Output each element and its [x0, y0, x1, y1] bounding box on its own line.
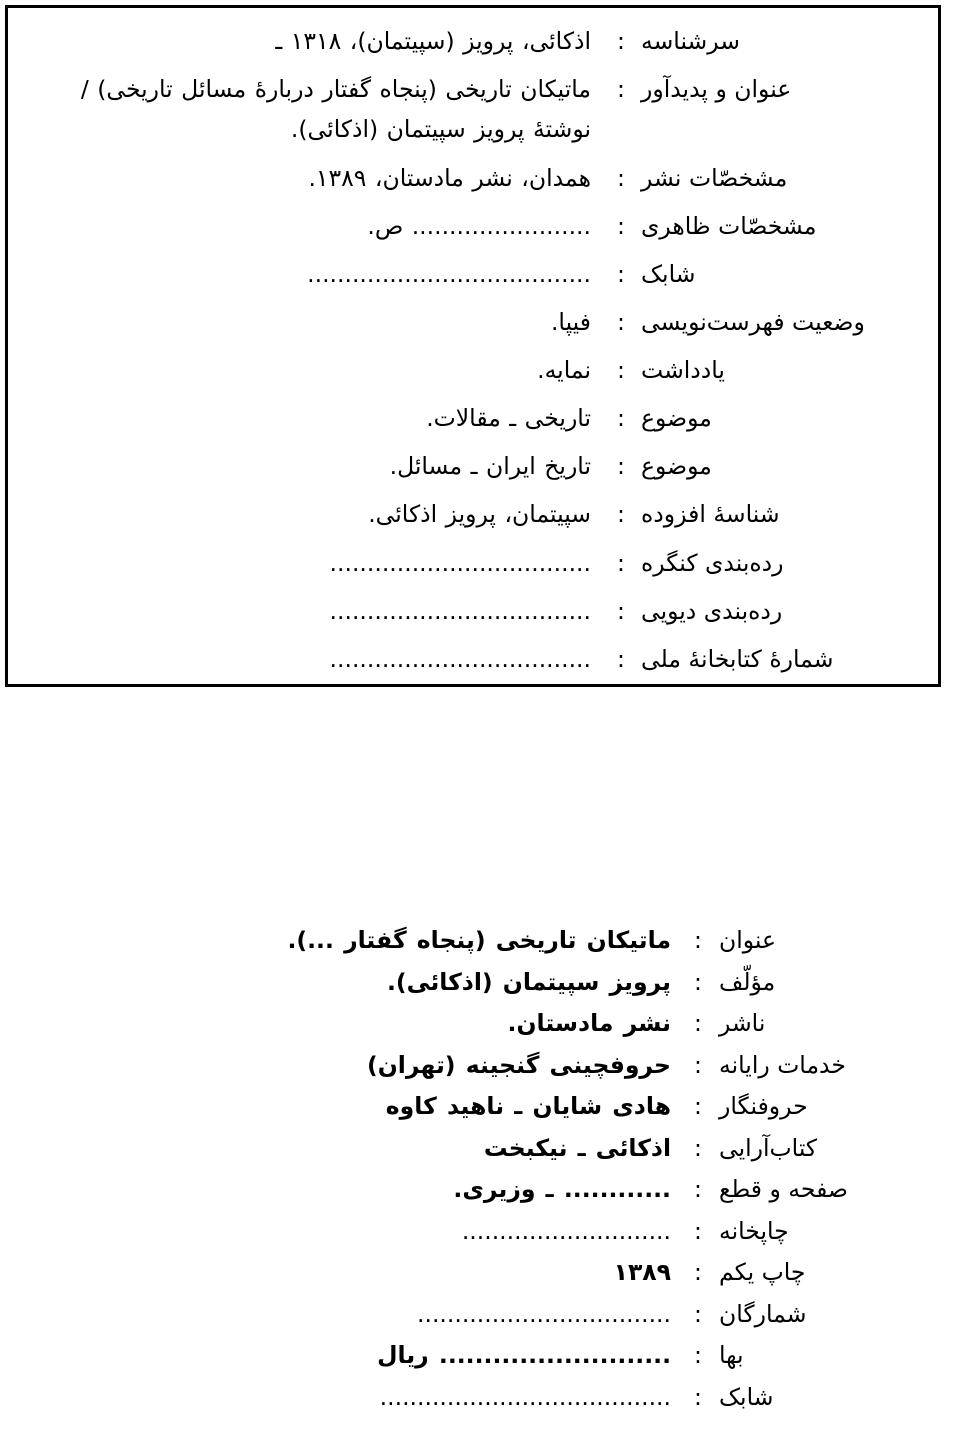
cip-row	[18, 592, 924, 630]
colophon-label: بها	[719, 1341, 744, 1369]
colophon-value: ..................................	[417, 1299, 671, 1328]
cip-separator: :	[617, 500, 625, 529]
colophon-separator: :	[694, 926, 702, 954]
cip-value: ......................................	[307, 260, 591, 289]
colophon-label: حروفنگار	[719, 1092, 808, 1120]
cip-separator: :	[617, 164, 625, 192]
colophon-row	[5, 1217, 941, 1259]
colophon-label: عنوان	[719, 926, 777, 954]
cip-separator: :	[617, 260, 625, 289]
cip-value: ...................................	[329, 548, 591, 577]
colophon-label: شابک	[719, 1382, 774, 1411]
cip-row	[18, 399, 924, 437]
cip-separator: :	[617, 404, 625, 433]
cip-separator: :	[617, 644, 625, 673]
colophon-row	[5, 1341, 941, 1383]
colophon-separator: :	[694, 1175, 702, 1203]
colophon-label: صفحه و قطع	[719, 1175, 848, 1203]
colophon-value: .......................... ریال	[377, 1341, 671, 1369]
colophon-row	[5, 1009, 941, 1051]
cip-separator: :	[617, 356, 625, 385]
cip-value: تاریخ ایران ـ مسائل.	[389, 452, 591, 481]
cip-label: عنوان و پدیدآور	[641, 75, 792, 104]
colophon-label: کتاب‌آرایی	[719, 1133, 818, 1162]
colophon-label: چاپ یکم	[719, 1258, 806, 1286]
cip-separator: :	[617, 27, 625, 55]
cip-row	[18, 447, 924, 485]
cip-record-box	[5, 5, 941, 687]
cip-row	[18, 640, 924, 678]
cip-row	[18, 255, 924, 293]
cip-value: ........................ ص.	[367, 212, 591, 241]
colophon-separator: :	[694, 1258, 702, 1286]
colophon-value: حروفچینی گنجینه (تهران)	[367, 1050, 671, 1079]
colophon-separator: :	[694, 1341, 702, 1369]
cip-value: ...................................	[329, 596, 591, 625]
cip-label: وضعیت فهرست‌نویسی	[641, 308, 865, 337]
colophon-label: خدمات رایانه	[719, 1050, 846, 1079]
cip-label: سرشناسه	[641, 27, 740, 55]
cip-value: ماتیکان تاریخی (پنجاه گفتار دربارۀ مسائل تاریخی) / نوشتۀ پرویز سپیتمان (اذکائی).	[80, 75, 591, 143]
colophon-separator: :	[694, 1092, 702, 1120]
cip-label: شمارۀ کتابخانۀ ملی	[641, 644, 834, 673]
colophon-value: نشر مادستان.	[507, 1009, 671, 1037]
cip-separator: :	[617, 308, 625, 337]
colophon-separator: :	[694, 1382, 702, 1411]
colophon-row	[5, 1383, 941, 1425]
cip-value: همدان، نشر مادستان، ۱۳۸۹.	[308, 164, 591, 192]
colophon-separator: :	[694, 1299, 702, 1328]
colophon-row	[5, 1175, 941, 1217]
colophon-row	[5, 1258, 941, 1300]
cip-value: تاریخی ـ مقالات.	[426, 404, 591, 433]
cip-value: سپیتمان، پرویز اذکائی.	[368, 500, 591, 529]
cip-value: اذکائی، پرویز (سپیتمان)، ۱۳۱۸ ـ	[275, 27, 591, 55]
cip-label: مشخصّات نشر	[641, 164, 788, 192]
colophon-row	[5, 1051, 941, 1093]
colophon-row	[5, 968, 941, 1010]
colophon-row	[5, 1092, 941, 1134]
colophon-separator: :	[694, 1050, 702, 1079]
colophon-row	[5, 926, 941, 968]
cip-record-rows	[8, 22, 938, 688]
cip-row	[18, 303, 924, 341]
colophon-value: پرویز سپیتمان (اذکائی).	[387, 967, 671, 996]
colophon-separator: :	[694, 967, 702, 996]
cip-separator: :	[617, 596, 625, 625]
colophon-row	[5, 1134, 941, 1176]
cip-row	[18, 159, 924, 197]
colophon-separator: :	[694, 1216, 702, 1245]
colophon-value: هادی شایان ـ ناهید کاوه	[385, 1092, 671, 1120]
colophon-label: شمارگان	[719, 1299, 807, 1328]
cip-value: ...................................	[329, 644, 591, 673]
cip-row	[18, 544, 924, 582]
cip-separator: :	[617, 75, 625, 104]
cip-label: یادداشت	[641, 356, 725, 385]
cip-label: موضوع	[641, 452, 712, 481]
colophon-value: ............................	[461, 1216, 671, 1245]
colophon-label: ناشر	[719, 1009, 766, 1037]
cip-value: نمایه.	[537, 356, 591, 385]
colophon-label: چاپخانه	[719, 1216, 789, 1245]
cip-label: رده‌بندی دیویی	[641, 596, 783, 625]
cip-row	[18, 70, 924, 149]
cip-separator: :	[617, 212, 625, 241]
cip-label: شناسۀ افزوده	[641, 500, 780, 529]
cip-separator: :	[617, 548, 625, 577]
cip-row	[18, 495, 924, 533]
colophon-block	[5, 926, 941, 1424]
cip-row	[18, 22, 924, 60]
colophon-separator: :	[694, 1133, 702, 1162]
cip-row	[18, 207, 924, 245]
cip-value: فیپا.	[550, 308, 591, 337]
cip-label: رده‌بندی کنگره	[641, 548, 784, 577]
cip-label: مشخصّات ظاهری	[641, 212, 817, 241]
colophon-value: اذکائی ـ نیکبخت	[483, 1133, 671, 1162]
colophon-label: مؤلّف	[719, 967, 776, 996]
cip-label: شابک	[641, 260, 696, 289]
cip-label: موضوع	[641, 404, 712, 433]
cip-separator: :	[617, 452, 625, 481]
colophon-row	[5, 1300, 941, 1342]
colophon-separator: :	[694, 1009, 702, 1037]
colophon-value: .......................................	[379, 1382, 671, 1411]
colophon-value: ۱۳۸۹	[613, 1258, 671, 1286]
colophon-value: ............ ـ وزیری.	[453, 1175, 671, 1203]
cip-row	[18, 351, 924, 389]
colophon-value: ماتیکان تاریخی (پنجاه گفتار ...).	[287, 926, 671, 954]
